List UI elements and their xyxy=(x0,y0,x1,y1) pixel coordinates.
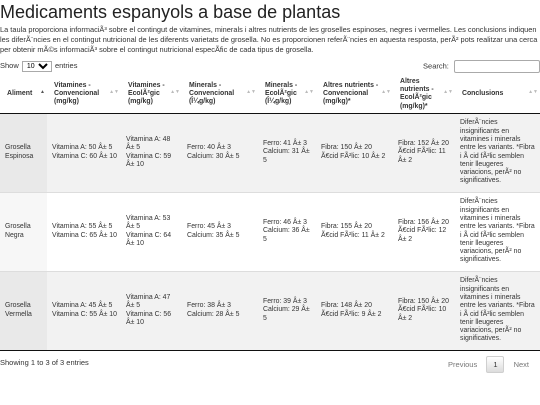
table-footer xyxy=(0,356,540,372)
table-info: Showing 1 to 3 of 3 entries xyxy=(0,358,89,367)
data-table xyxy=(0,76,540,351)
cell-altres-ecologic: Fibra: 152 Â± 20 Ã€cid FÃ²lic: 11 Â± 2 xyxy=(393,113,455,192)
cell-minerals-convencional: Ferro: 40 Â± 3 Calcium: 30 Â± 5 xyxy=(182,113,258,192)
cell-altres-ecologic: Fibra: 150 Â± 20 Ã€cid FÃ²lic: 10 Â± 2 xyxy=(393,271,455,350)
sort-icon: ▲▼ xyxy=(304,89,314,96)
page-description: La taula proporciona informaciÃ³ sobre el contingut de vitamines, minerals i altres nutrients de les groselles espinoses, negres i vermelles. Les conclusions indiquen les diferÃ¨ncies en el contingut nutricional de les diferents varietats de grosella. No es proporcionen referÃ¨ncies en aquesta resposta, perÃ² pots realitzar una cerca per obtenir mÃ©s informaciÃ³ sobre el contingut nutricional especÃfic de cada tipus de grosella. xyxy=(0,25,538,54)
previous-button[interactable]: Previous xyxy=(448,360,478,369)
cell-minerals-ecologic: Ferro: 46 Â± 3 Calcium: 36 Â± 5 xyxy=(258,192,316,271)
page-title: Medicaments espanyols a base de plantas xyxy=(0,2,341,22)
column-header-minerals-convencional[interactable]: Minerals - Convencional (Î¼g/kg) ▲▼ xyxy=(182,76,258,113)
sort-icon: ▲▼ xyxy=(109,89,119,96)
cell-vitamines-ecologic: Vitamina A: 47 Â± 5 Vitamina C: 56 Â± 10 xyxy=(121,271,182,350)
search-control xyxy=(423,60,540,73)
table-controls xyxy=(0,60,540,74)
next-button[interactable]: Next xyxy=(513,360,529,369)
cell-altres-convencional: Fibra: 150 Â± 20 Ã€cid FÃ²lic: 10 Â± 2 xyxy=(316,113,393,192)
cell-altres-convencional: Fibra: 155 Â± 20 Ã€cid FÃ²lic: 11 Â± 2 xyxy=(316,192,393,271)
column-header-altres-ecologic[interactable]: Altres nutrients - EcolÃ²gic (mg/kg)* ▲▼ xyxy=(393,76,455,113)
sort-icon: ▲▼ xyxy=(381,89,391,96)
cell-conclusions: DiferÃ¨ncies insignificants en vitamines i minerals entre les variants. *Fibra i Ã cid fÃ²lic semblen tenir lleugeres variacions, perÃ² no significatives. xyxy=(455,192,540,271)
cell-altres-ecologic: Fibra: 156 Â± 20 Ã€cid FÃ²lic: 12 Â± 2 xyxy=(393,192,455,271)
column-header-minerals-ecologic[interactable]: Minerals - EcolÃ²gic (Î¼g/kg) ▲▼ xyxy=(258,76,316,113)
cell-minerals-convencional: Ferro: 38 Â± 3 Calcium: 28 Â± 5 xyxy=(182,271,258,350)
cell-vitamines-convencional: Vitamina A: 45 Â± 5 Vitamina C: 55 Â± 10 xyxy=(47,271,121,350)
cell-vitamines-convencional: Vitamina A: 55 Â± 5 Vitamina C: 65 Â± 10 xyxy=(47,192,121,271)
length-show-label: Show xyxy=(0,61,19,70)
pagination xyxy=(441,356,536,373)
search-label: Search: xyxy=(423,61,449,71)
cell-altres-convencional: Fibra: 148 Â± 20 Ã€cid FÃ²lic: 9 Â± 2 xyxy=(316,271,393,350)
sort-icon: ▲▼ xyxy=(443,89,453,96)
cell-minerals-ecologic: Ferro: 41 Â± 3 Calcium: 31 Â± 5 xyxy=(258,113,316,192)
length-control xyxy=(0,61,77,72)
table-header-row xyxy=(0,76,540,113)
table-row xyxy=(0,113,540,192)
sort-asc-icon: ▲ xyxy=(40,89,45,96)
column-header-vitamines-ecologic[interactable]: Vitamines - EcolÃ²gic (mg/kg) ▲▼ xyxy=(121,76,182,113)
cell-vitamines-ecologic: Vitamina A: 48 Â± 5 Vitamina C: 59 Â± 10 xyxy=(121,113,182,192)
column-header-altres-convencional[interactable]: Altres nutrients - Convencional (mg/kg)* ▲▼ xyxy=(316,76,393,113)
cell-minerals-ecologic: Ferro: 39 Â± 3 Calcium: 29 Â± 5 xyxy=(258,271,316,350)
sort-icon: ▲▼ xyxy=(528,89,538,96)
length-entries-label: entries xyxy=(54,61,78,70)
page-button-current[interactable]: 1 xyxy=(486,356,504,373)
cell-conclusions: DiferÃ¨ncies insignificants en vitamines i minerals entre les variants. *Fibra i Ã cid fÃ²lic semblen tenir lleugeres variacions, perÃ² no significatives. xyxy=(455,113,540,192)
cell-aliment: Grosella Negra xyxy=(0,192,47,271)
column-header-conclusions[interactable]: Conclusions ▲▼ xyxy=(455,76,540,113)
cell-aliment: Grosella Vermella xyxy=(0,271,47,350)
cell-minerals-convencional: Ferro: 45 Â± 3 Calcium: 35 Â± 5 xyxy=(182,192,258,271)
cell-vitamines-ecologic: Vitamina A: 53 Â± 5 Vitamina C: 64 Â± 10 xyxy=(121,192,182,271)
cell-vitamines-convencional: Vitamina A: 50 Â± 5 Vitamina C: 60 Â± 10 xyxy=(47,113,121,192)
column-header-vitamines-convencional[interactable]: Vitamines - Convencional (mg/kg) ▲▼ xyxy=(47,76,121,113)
table-row xyxy=(0,271,540,350)
table-row xyxy=(0,192,540,271)
search-input[interactable] xyxy=(454,60,540,73)
sort-icon: ▲▼ xyxy=(170,89,180,96)
column-header-aliment[interactable]: Aliment ▲ xyxy=(0,76,47,113)
cell-aliment: Grosella Espinosa xyxy=(0,113,47,192)
cell-conclusions: DiferÃ¨ncies insignificants en vitamines i minerals entre les variants. *Fibra i Ã cid fÃ²lic semblen tenir lleugeres variacions, perÃ² no significatives. xyxy=(455,271,540,350)
entries-per-page-select[interactable] xyxy=(22,61,52,72)
sort-icon: ▲▼ xyxy=(246,89,256,96)
